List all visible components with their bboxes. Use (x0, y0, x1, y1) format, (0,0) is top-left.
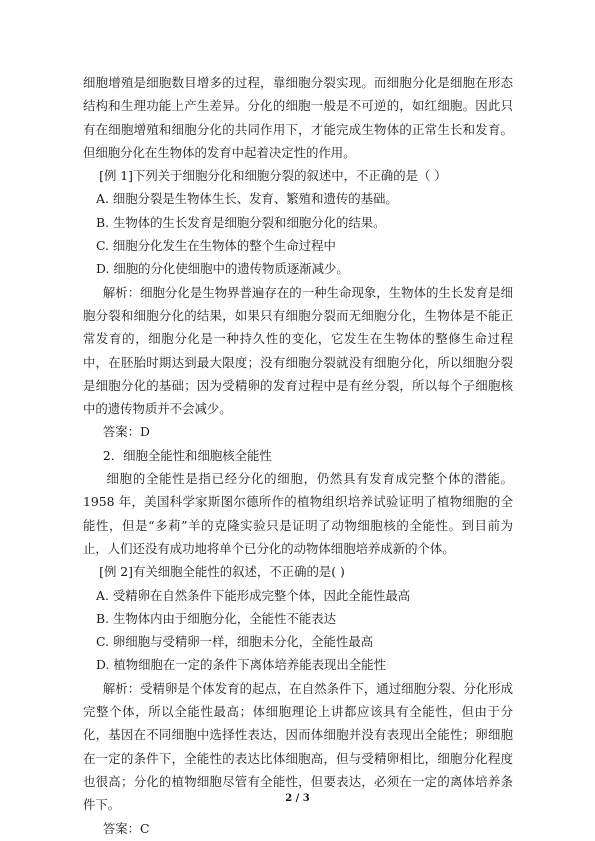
example1-option-a: A. 细胞分裂是生物体生长、发育、繁殖和遗传的基础。 (96, 191, 398, 207)
example1-answer: 答案：D (102, 424, 150, 440)
section2-body: 细胞的全能性是指已经分化的细胞，仍然具有发育成完整个体的潜能。1958 年，美国科学家斯图尔德所作的植物组织培养试验证明了植物细胞的全能性，但是“多莉”羊的克隆实验只是证明了动物细胞核的全能性。到目前为止，人们还没有成功地将单个已分化的动物体细胞培养成新的个体。 (83, 471, 513, 556)
example2-option-b: B. 生物体内由于细胞分化，全能性不能表达 (96, 610, 337, 626)
example2-question: [例 2]有关细胞全能性的叙述，不正确的是( ) (99, 564, 345, 580)
example1-analysis: 解析：细胞分化是生物界普遍存在的一种生命现象，生物体的生长发育是细胞分裂和细胞分化的结果，如果只有细胞分裂而无细胞分化，生物体是不能正常发育的，细胞分化是一种持久性的变化，它发生在生物体的整修生命过程中，在胚胎时期达到最大限度；没有细胞分裂就没有细胞分化，所以细胞分裂是细胞分化的基础；因为受精卵的发育过程中是有丝分裂，所以每个子细胞核中的遗传物质并不会减少。 (83, 284, 513, 417)
intro-paragraph: 细胞增殖是细胞数目增多的过程，靠细胞分裂实现。而细胞分化是细胞在形态结构和生理功能上产生差异。分化的细胞一般是不可逆的，如红细胞。因此只有在细胞增殖和细胞分化的共同作用下，才能完成生物体的正常生长和发育。但细胞分化在生物体的发育中起着决定性的作用。 (83, 75, 513, 160)
example2-option-d: D. 植物细胞在一定的条件下离体培养能表现出全能性 (96, 657, 386, 673)
example1-option-b: B. 生物体的生长发育是细胞分裂和细胞分化的结果。 (96, 214, 386, 230)
example1-option-d: D. 细胞的分化使细胞中的遗传物质逐渐减少。 (96, 261, 349, 277)
example1-question: [例 1]下列关于细胞分化和细胞分裂的叙述中，不正确的是（ ） (99, 168, 447, 184)
example1-option-c: C. 细胞分化发生在生物体的整个生命过程中 (96, 238, 336, 254)
section2-heading: 2．细胞全能性和细胞核全能性 (102, 447, 272, 463)
example2-option-c: C. 卵细胞与受精卵一样，细胞未分化，全能性最高 (96, 634, 374, 650)
page-content (83, 71, 513, 840)
example2-analysis: 解析：受精卵是个体发育的起点，在自然条件下，通过细胞分裂、分化形成完整个体，所以全能性最高；体细胞理论上讲都应该具有全能性，但由于分化，基因在不同细胞中选择性表达，因而体细胞并没有表现出全能性；卵细胞在一定的条件下，全能性的表达比体细胞高，但与受精卵相比，细胞分化程度也很高；分化的植物细胞尽管有全能性，但要表达，必须在一定的离体培养条件下。 (83, 680, 513, 813)
page-number: 2 / 3 (285, 793, 310, 804)
example2-answer: 答案：C (102, 820, 150, 836)
example2-option-a: A. 受精卵在自然条件下能形成完整个体，因此全能性最高 (96, 587, 411, 603)
